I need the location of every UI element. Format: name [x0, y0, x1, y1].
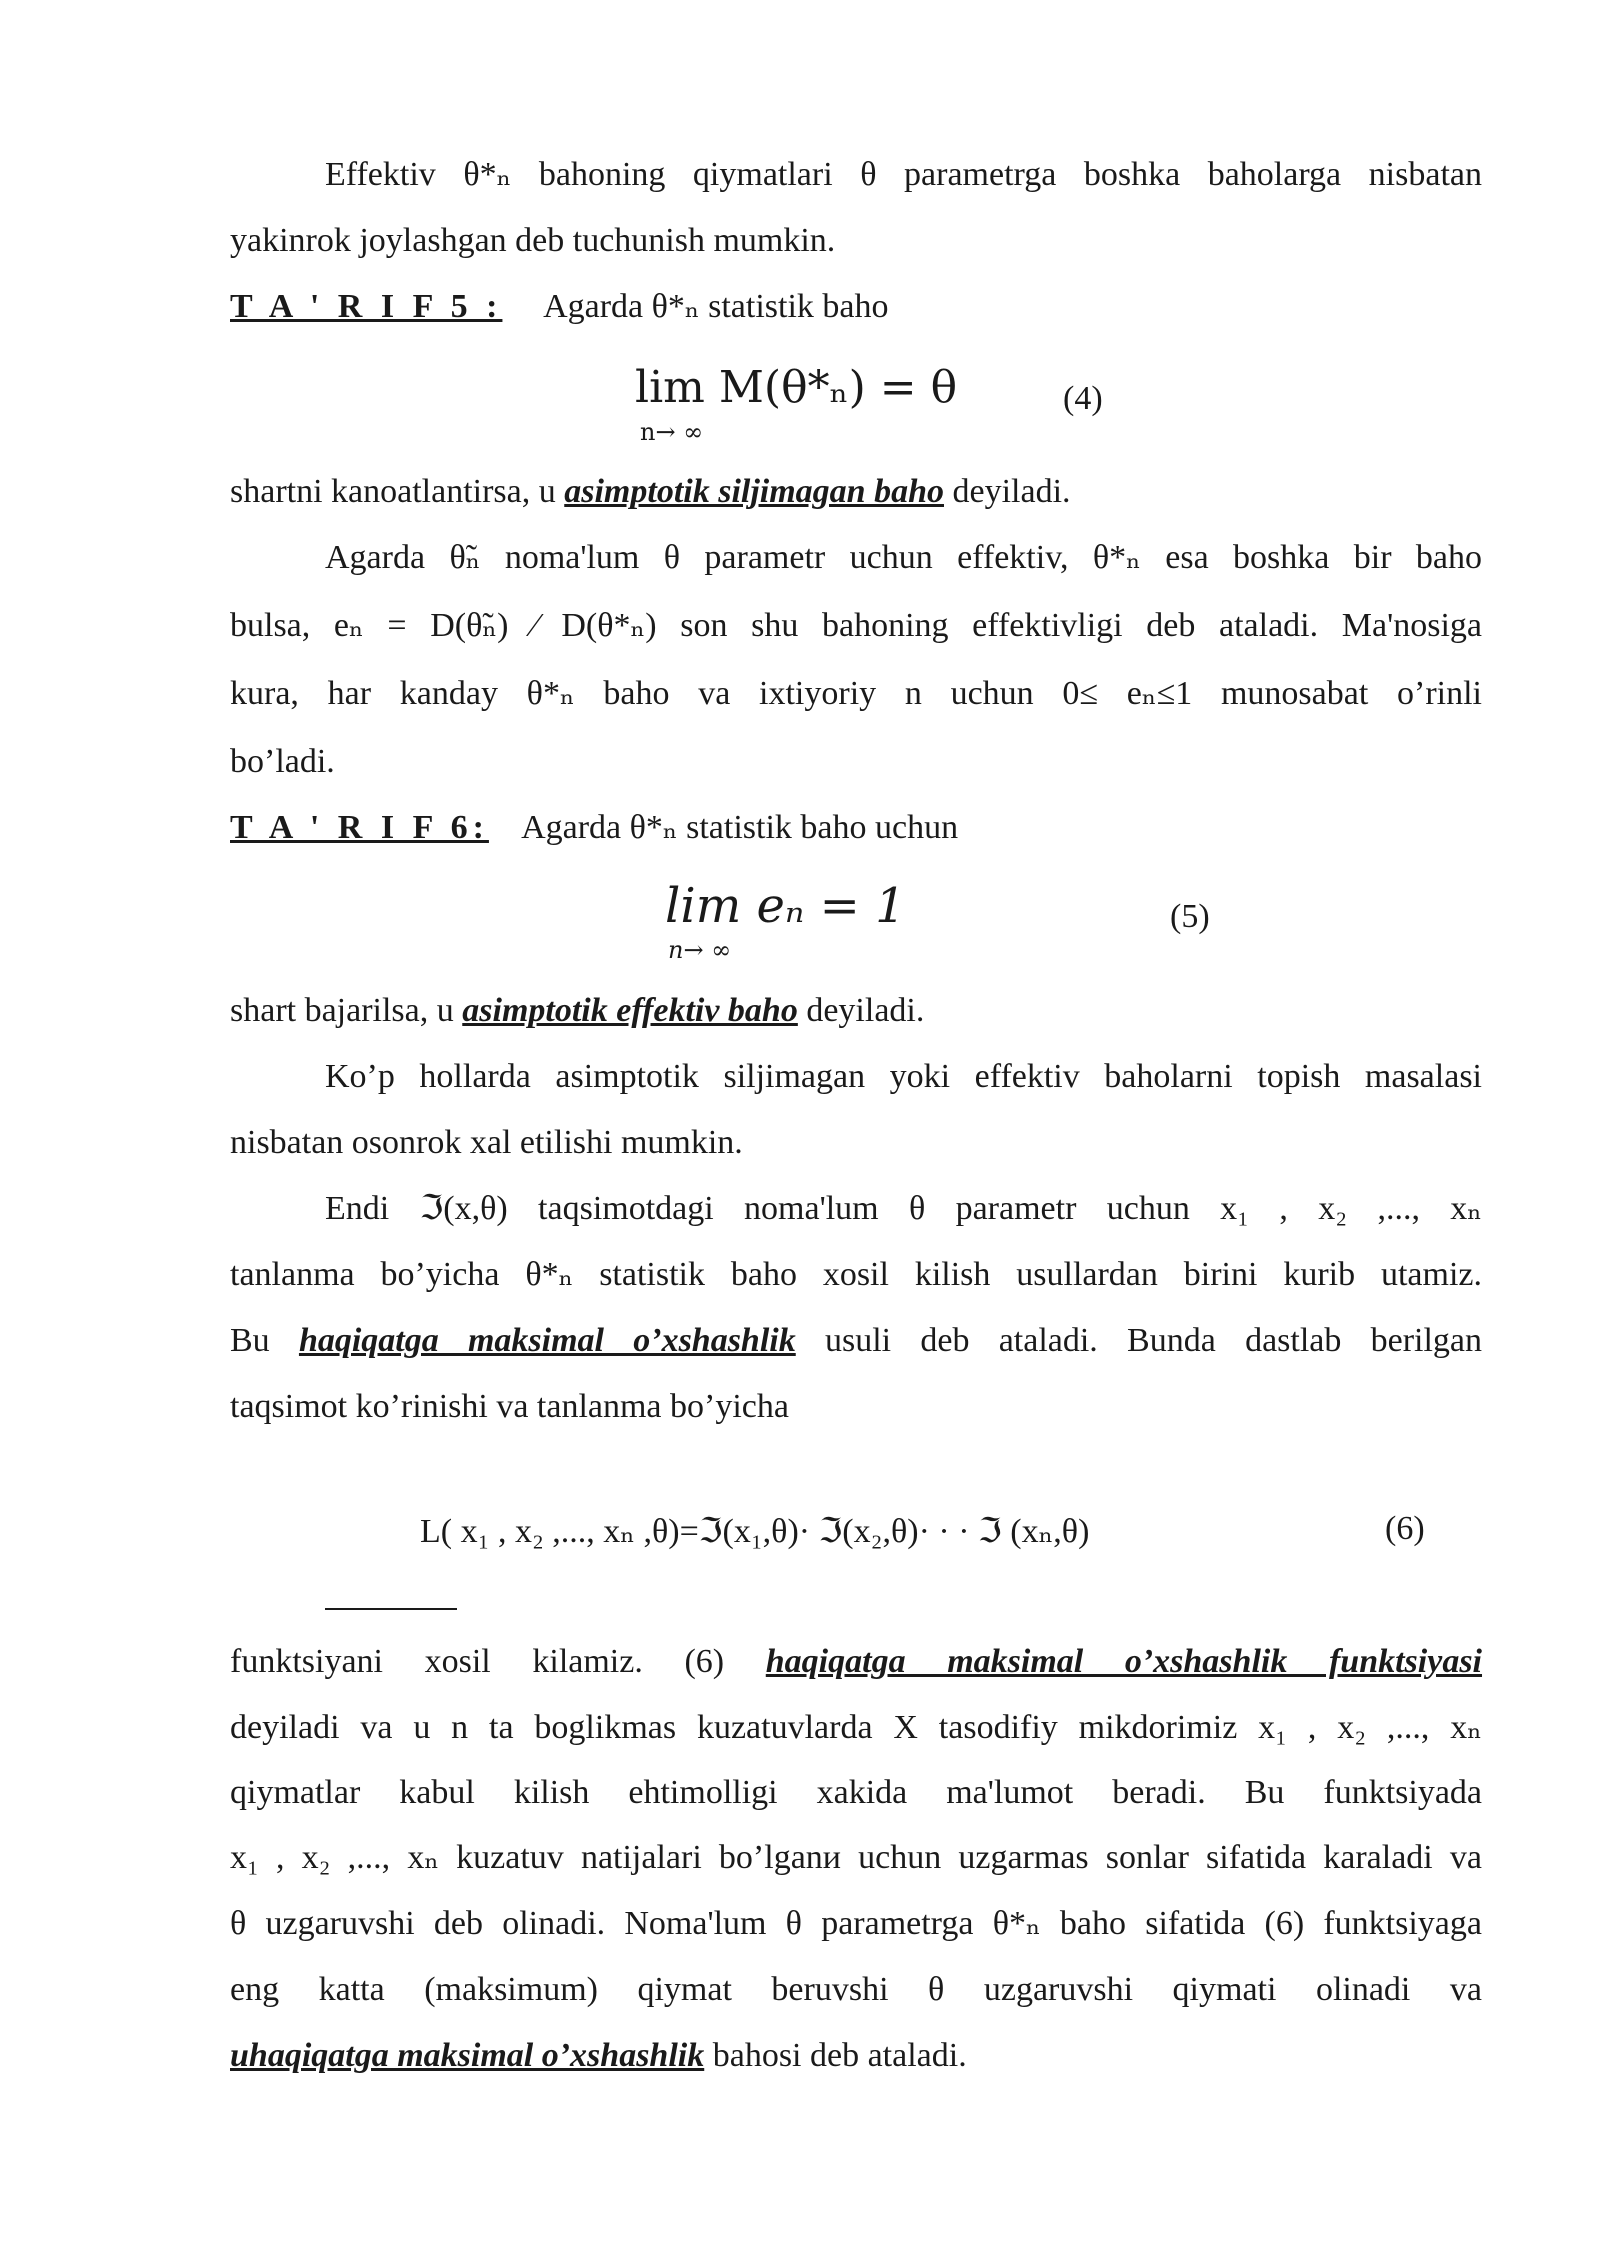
paragraph-line: taqsimot ko’rinishi va tanlanma bo’yicha [230, 1388, 789, 1425]
paragraph-line: Bu haqiqatga maksimal o’xshashlik usuli deb ataladi. Bunda dastlab berilgan [230, 1322, 1483, 1359]
paragraph-line: Ko’p hollarda asimptotik siljimagan yoki effektiv baholarni topish masalasi [325, 1058, 1482, 1095]
term-uhaqiqatga-maksimal: uhaqiqatga maksimal o’xshashlik [230, 2037, 705, 2074]
definition-5-heading: T A ' R I F 5 : [230, 288, 503, 325]
equation-4: lim M(θ*ₙ) = θ [635, 362, 958, 413]
paragraph-line: tanlanma bo’yicha θ*ₙ statistik baho xosil kilish usullardan birini kurib utamiz. [230, 1256, 1482, 1293]
paragraph-line: nisbatan osonrok xal etilishi mumkin. [230, 1124, 743, 1161]
definition-6-line [230, 806, 1482, 850]
term-likelihood-function: haqiqatga maksimal o’xshashlik funktsiyasi [765, 1643, 1483, 1680]
paragraph-line: deyiladi va u n ta boglikmas kuzatuvlarda X tasodifiy mikdorimiz x₁ , x₂ ,..., xₙ [230, 1709, 1482, 1746]
paragraph-line: yakinrok joylashgan deb tuchunish mumkin. [230, 222, 836, 259]
separator-rule [325, 1608, 457, 1610]
paragraph-line: shart bajarilsa, u asimptotik effektiv baho deyiladi. [230, 992, 925, 1029]
term-asimptotik-siljimagan-baho: asimptotik siljimagan baho [564, 473, 944, 510]
equation-4-number: (4) [1063, 380, 1103, 417]
paragraph-line: eng katta (maksimum) qiymat beruvshi θ uzgaruvshi qiymati olinadi va [230, 1971, 1482, 2008]
equation-4-limit-subscript: n→ ∞ [640, 418, 704, 446]
equation-6: L( x₁ , x₂ ,..., xₙ ,θ)=ℑ(x₁,θ)· ℑ(x₂,θ)· · · ℑ (xₙ,θ) [420, 1513, 1090, 1550]
paragraph-line: Effektiv θ*ₙ bahoning qiymatlari θ parametrga boshka baholarga nisbatan [325, 156, 1482, 193]
equation-5-limit-subscript: n→ ∞ [668, 936, 732, 964]
paragraph-line: uhaqiqatga maksimal o’xshashlik bahosi deb ataladi. [230, 2037, 967, 2074]
equation-5-number: (5) [1170, 898, 1210, 935]
paragraph-line: θ uzgaruvshi deb olinadi. Noma'lum θ parametrga θ*ₙ baho sifatida (6) funktsiyaga [230, 1905, 1482, 1942]
paragraph-line: Endi ℑ(x,θ) taqsimotdagi noma'lum θ parametr uchun x₁ , x₂ ,..., xₙ [325, 1190, 1482, 1227]
definition-5-line [230, 285, 1482, 329]
definition-5-text: Agarda θ*ₙ statistik baho [543, 288, 889, 325]
term-asimptotik-effektiv-baho: asimptotik effektiv baho [462, 992, 798, 1029]
paragraph-line: bo’ladi. [230, 743, 335, 780]
paragraph-line: x₁ , x₂ ,..., xₙ kuzatuv natijalari bo’lganи uchun uzgarmas sonlar sifatida karaladi va [230, 1839, 1482, 1876]
equation-5: lim eₙ = 1 [665, 878, 906, 934]
paragraph-line: shartni kanoatlantirsa, u asimptotik siljimagan baho deyiladi. [230, 473, 1071, 510]
definition-6-heading: T A ' R I F 6: [230, 809, 489, 846]
paragraph-line: Agarda θ̃ₙ noma'lum θ parametr uchun effektiv, θ*ₙ esa boshka bir baho [325, 539, 1482, 576]
paragraph-line: bulsa, eₙ = D(θ̃ₙ) ⁄ D(θ*ₙ) son shu bahoning effektivligi deb ataladi. Ma'nosiga [230, 607, 1482, 644]
paragraph-line: qiymatlar kabul kilish ehtimolligi xakida ma'lumot beradi. Bu funktsiyada [230, 1774, 1482, 1811]
paragraph-line: funktsiyani xosil kilamiz. (6) haqiqatga maksimal o’xshashlik funktsiyasi [230, 1643, 1483, 1680]
term-haqiqatga-maksimal: haqiqatga maksimal o’xshashlik [298, 1322, 796, 1359]
paragraph-line: kura, har kanday θ*ₙ baho va ixtiyoriy n uchun 0≤ eₙ≤1 munosabat o’rinli [230, 675, 1482, 712]
definition-6-text: Agarda θ*ₙ statistik baho uchun [521, 809, 959, 846]
equation-6-number: (6) [1385, 1510, 1425, 1547]
